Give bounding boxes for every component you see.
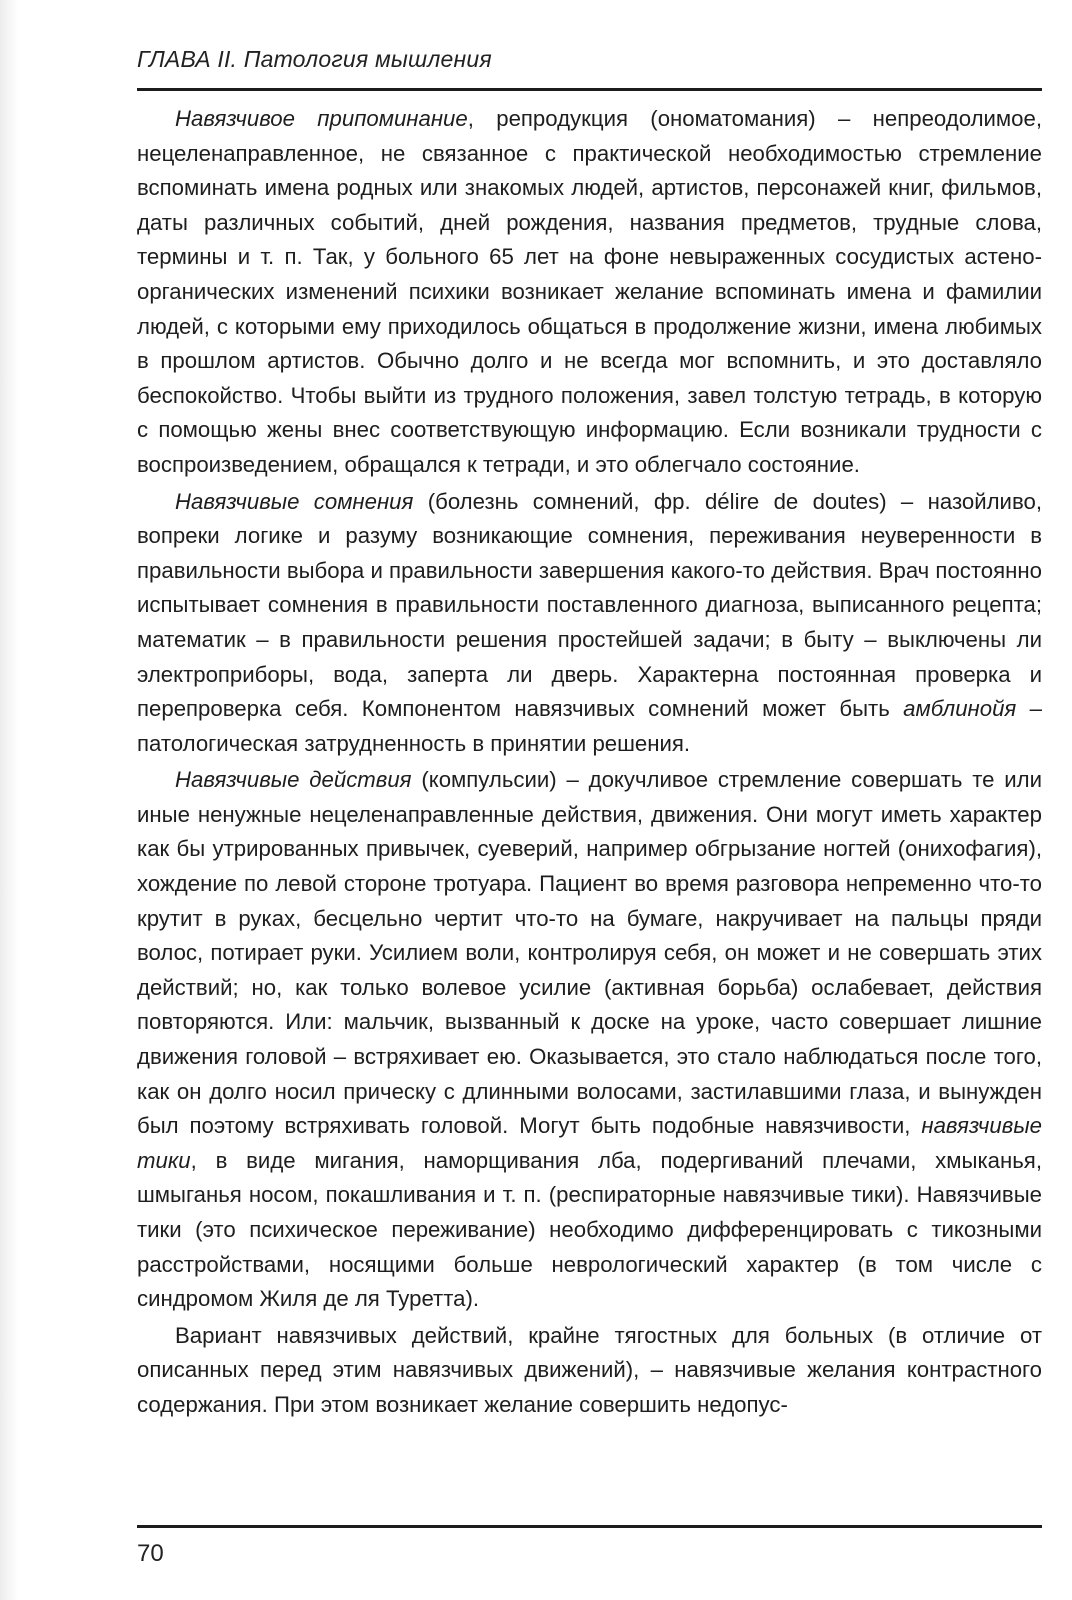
paragraph-contrast-desires <box>137 1319 1042 1423</box>
term-obsessive-actions: Навязчивые действия <box>175 767 412 793</box>
paragraph-text: (болезнь сомнений, фр. délire de doutes) – назойливо, вопреки логике и разуму возникающие сомнения, переживания неуверенности в правильности выбора и правильности завершения какого-то действия. Врач постоянно испытывает сомнения в правильности поставленного диагноза, выписанного рецепта; математик – в правильности решения простейшей задачи; в быту – выключены ли электроприборы, вода, заперта ли дверь. Характерна постоянная проверка и перепроверка себя. Компонентом навязчивых сомнений может быть <box>137 488 1042 722</box>
paragraph-text: (компульсии) – докучливое стремление совершать те или иные ненужные нецеленаправленные действия, движения. Они могут иметь характер как бы утрированных привычек, суеверий, например обгрызание ногтей (онихофагия), хождение по левой стороне тротуара. Пациент во время разговора непременно что-то крутит в руках, бесцельно чертит что-то на бумаге, накручивает на пальцы пряди волос, потирает руки. Усилием воли, контролируя себя, он может и не совершать этих действий; но, как только волевое усилие (активная борьба) ослабевает, действия повторяются. Или: мальчик, вызванный к доске на уроке, часто совершает лишние движения головой – встряхивает ею. Оказывается, это стало наблюдаться после того, как он долго носил прическу с длинными волосами, застилавшими глаза, и вынужден был поэтому встряхивать головой. Могут быть подобные навязчивости, <box>137 767 1043 1139</box>
paragraph-text: , репродукция (ономатомания) – непреодолимое, нецеленаправленное, не связанное с практической необходимостью стремление вспоминать имена родных или знакомых людей, артистов, персонажей книг, фильмов, даты различных событий, дней рождения, названия предметов, трудные слова, термины и т. п. Так, у больного 65 лет на фоне невыраженных сосудистых астено-органических изменений психики возникает желание вспоминать имена и фамилии людей, с которыми ему приходилось общаться в продолжение жизни, имена любимых в прошлом артистов. Обычно долго и не всегда мог вспомнить, и это доставляло беспокойство. Чтобы выйти из трудного положения, завел толстую тетрадь, в которую с помощью жены внес соответствующую информацию. Если возникали трудности с воспроизведением, обращался к тетради, и это облегчало состояние. <box>137 106 1043 477</box>
body-text <box>137 102 1042 1423</box>
running-head: ГЛАВА II. Патология мышления <box>137 46 492 72</box>
paragraph-obsessive-doubts <box>137 485 1042 762</box>
header-rule <box>137 88 1042 91</box>
paragraph-text: , в виде мигания, наморщивания лба, подергиваний плечами, хмыканья, шмыганья носом, покашливания и т. п. (респираторные навязчивые тики). Навязчивые тики (это психическое переживание) необходимо дифференцировать с тикозными расстройствами, носящими больше неврологический характер (в том числе с синдромом Жиля де ля Туретта). <box>137 1147 1042 1312</box>
paragraph-obsessive-recall <box>137 102 1042 483</box>
term-obsessive-tics: навязчивые тики <box>137 1113 1042 1173</box>
page-number: 70 <box>137 1540 164 1567</box>
term-obsessive-doubts: Навязчивые сомнения <box>175 488 414 514</box>
scan-shadow <box>0 0 18 1600</box>
paragraph-obsessive-actions <box>137 763 1042 1317</box>
term-obsessive-recall: Навязчивое припоминание <box>175 106 468 131</box>
footer-rule <box>137 1525 1042 1528</box>
paragraph-text: – патологическая затрудненность в принятии решения. <box>137 696 1042 756</box>
paragraph-text: Вариант навязчивых действий, крайне тягостных для больных (в отличие от описанных перед этим навязчивых движений), – навязчивые желания контрастного содержания. При этом возникает желание совершить недопус- <box>137 1322 1042 1417</box>
term-amblinoia: амблинойя <box>903 696 1017 722</box>
